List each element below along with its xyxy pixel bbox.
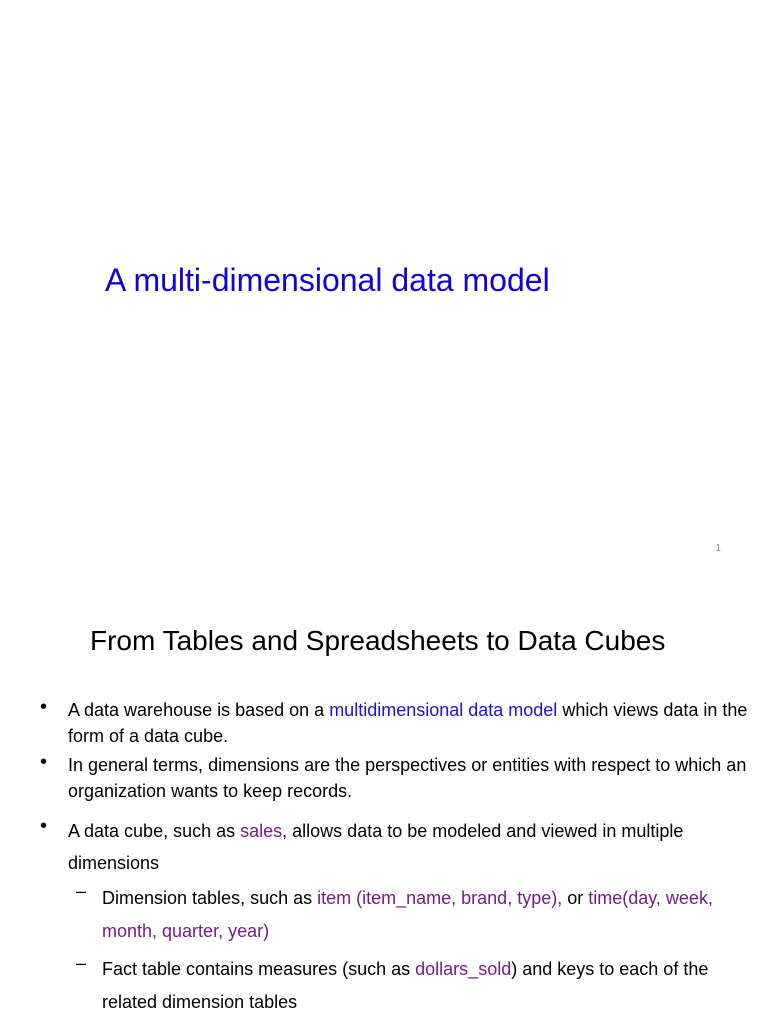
highlight-multidimensional-data-model: multidimensional data model bbox=[329, 700, 558, 720]
bullet-marker: • bbox=[40, 751, 48, 773]
slide-2 bbox=[0, 576, 768, 1024]
subbullet-dash: – bbox=[76, 953, 87, 973]
highlight-time: time(day, week, month, quarter, year) bbox=[102, 888, 713, 941]
bullet-marker: • bbox=[40, 696, 48, 718]
bullet-2-text: In general terms, dimensions are the perspectives or entities with respect to which an organization wants to keep records. bbox=[68, 755, 747, 801]
slide-2-title: From Tables and Spreadsheets to Data Cubes bbox=[90, 625, 666, 656]
subbullet-2-text: Fact table contains measures (such as dollars_sold) and keys to each of the related dimension tables bbox=[102, 959, 709, 1012]
slide-1-title: A multi-dimensional data model bbox=[105, 262, 550, 298]
bullet-3-text: A data cube, such as sales, allows data to be modeled and viewed in multiple dimensions bbox=[68, 821, 684, 873]
page-number: 1 bbox=[715, 543, 721, 554]
bullet-marker: • bbox=[40, 815, 48, 837]
bullet-1-text: A data warehouse is based on a multidimensional data model which views data in the form of a data cube. bbox=[68, 700, 748, 746]
subbullet-dash: – bbox=[76, 881, 87, 901]
highlight-item: item (item_name, brand, type), bbox=[317, 888, 563, 908]
subbullet-1-text: Dimension tables, such as item (item_name, brand, type), or time(day, week, month, quarter, year) bbox=[102, 888, 713, 941]
highlight-dollars-sold: dollars_sold bbox=[415, 959, 512, 979]
highlight-sales: sales bbox=[240, 821, 283, 841]
